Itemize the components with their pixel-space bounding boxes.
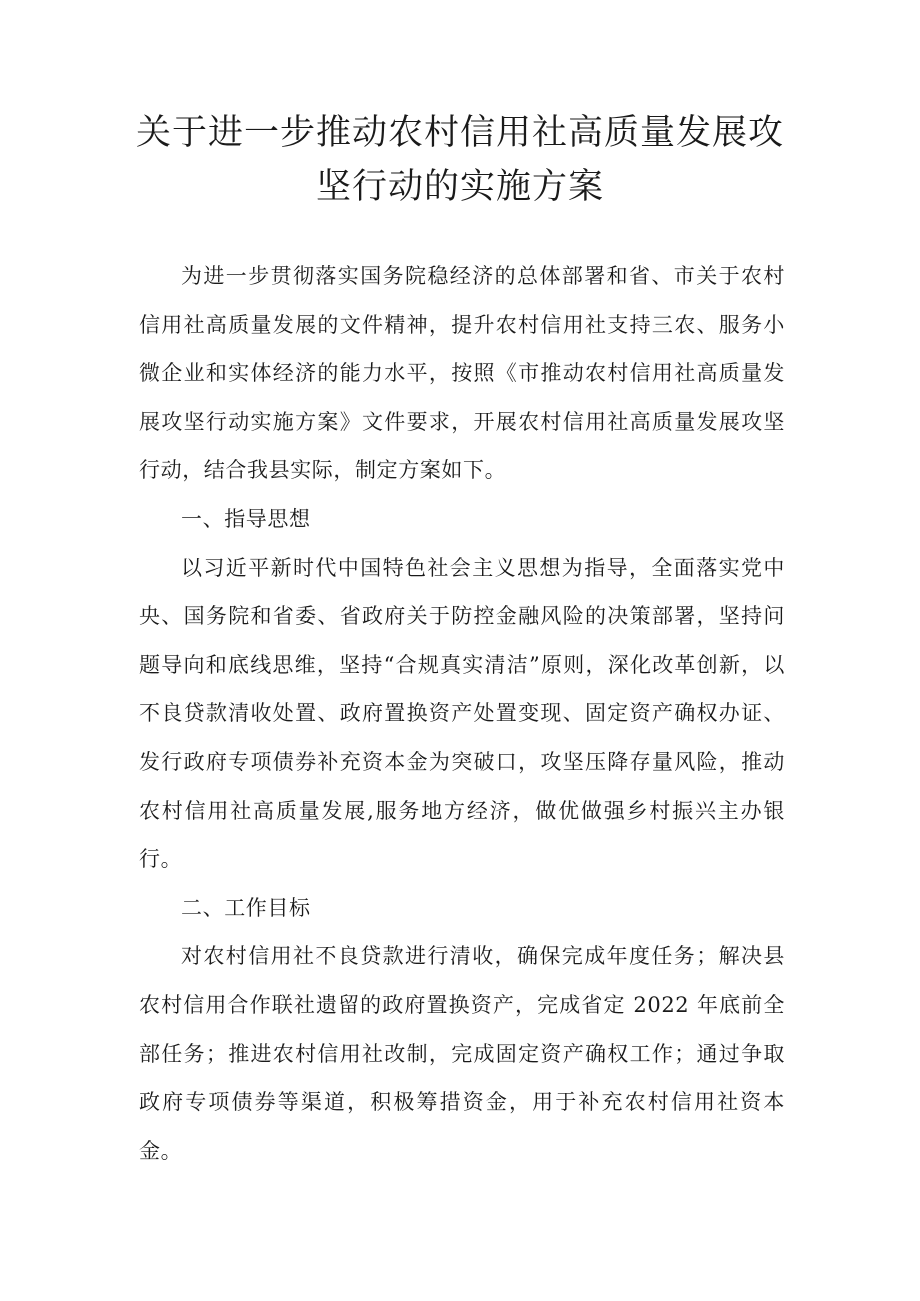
section-heading-work-goals: 二、工作目标 — [181, 895, 311, 920]
title-line-2: 坚行动的实施方案 — [315, 167, 604, 207]
document-title — [120, 106, 800, 214]
work-goals-paragraph: 对农村信用社不良贷款进行清收，确保完成年度任务；解决县农村信用合作联社遗留的政府置换资产，完成省定 2022 年底前全部任务；推进农村信用社改制，完成固定资产确权工作；通过争取政府专项债券等渠道，积极筹措资金，用于补充农村信用社资本金。 — [139, 944, 785, 1163]
guiding-ideology-paragraph: 以习近平新时代中国特色社会主义思想为指导，全面落实党中央、国务院和省委、省政府关于防控金融风险的决策部署，坚持问题导向和底线思维，坚持“合规真实清洁”原则，深化改革创新，以不良贷款清收处置、政府置换资产处置变现、固定资产确权办证、发行政府专项债券补充资本金为突破口，攻坚压降存量风险，推动农村信用社高质量发展,服务地方经济，做优做强乡村振兴主办银行。 — [139, 555, 785, 872]
section-heading-guiding-ideology: 一、指导思想 — [181, 506, 311, 531]
document-body — [139, 252, 785, 1175]
intro-paragraph: 为进一步贯彻落实国务院稳经济的总体部署和省、市关于农村信用社高质量发展的文件精神，提升农村信用社支持三农、服务小微企业和实体经济的能力水平，按照《市推动农村信用社高质量发展攻坚行动实施方案》文件要求，开展农村信用社高质量发展攻坚行动，结合我县实际，制定方案如下。 — [139, 264, 785, 483]
title-line-1: 关于进一步推动农村信用社高质量发展攻 — [135, 113, 784, 153]
